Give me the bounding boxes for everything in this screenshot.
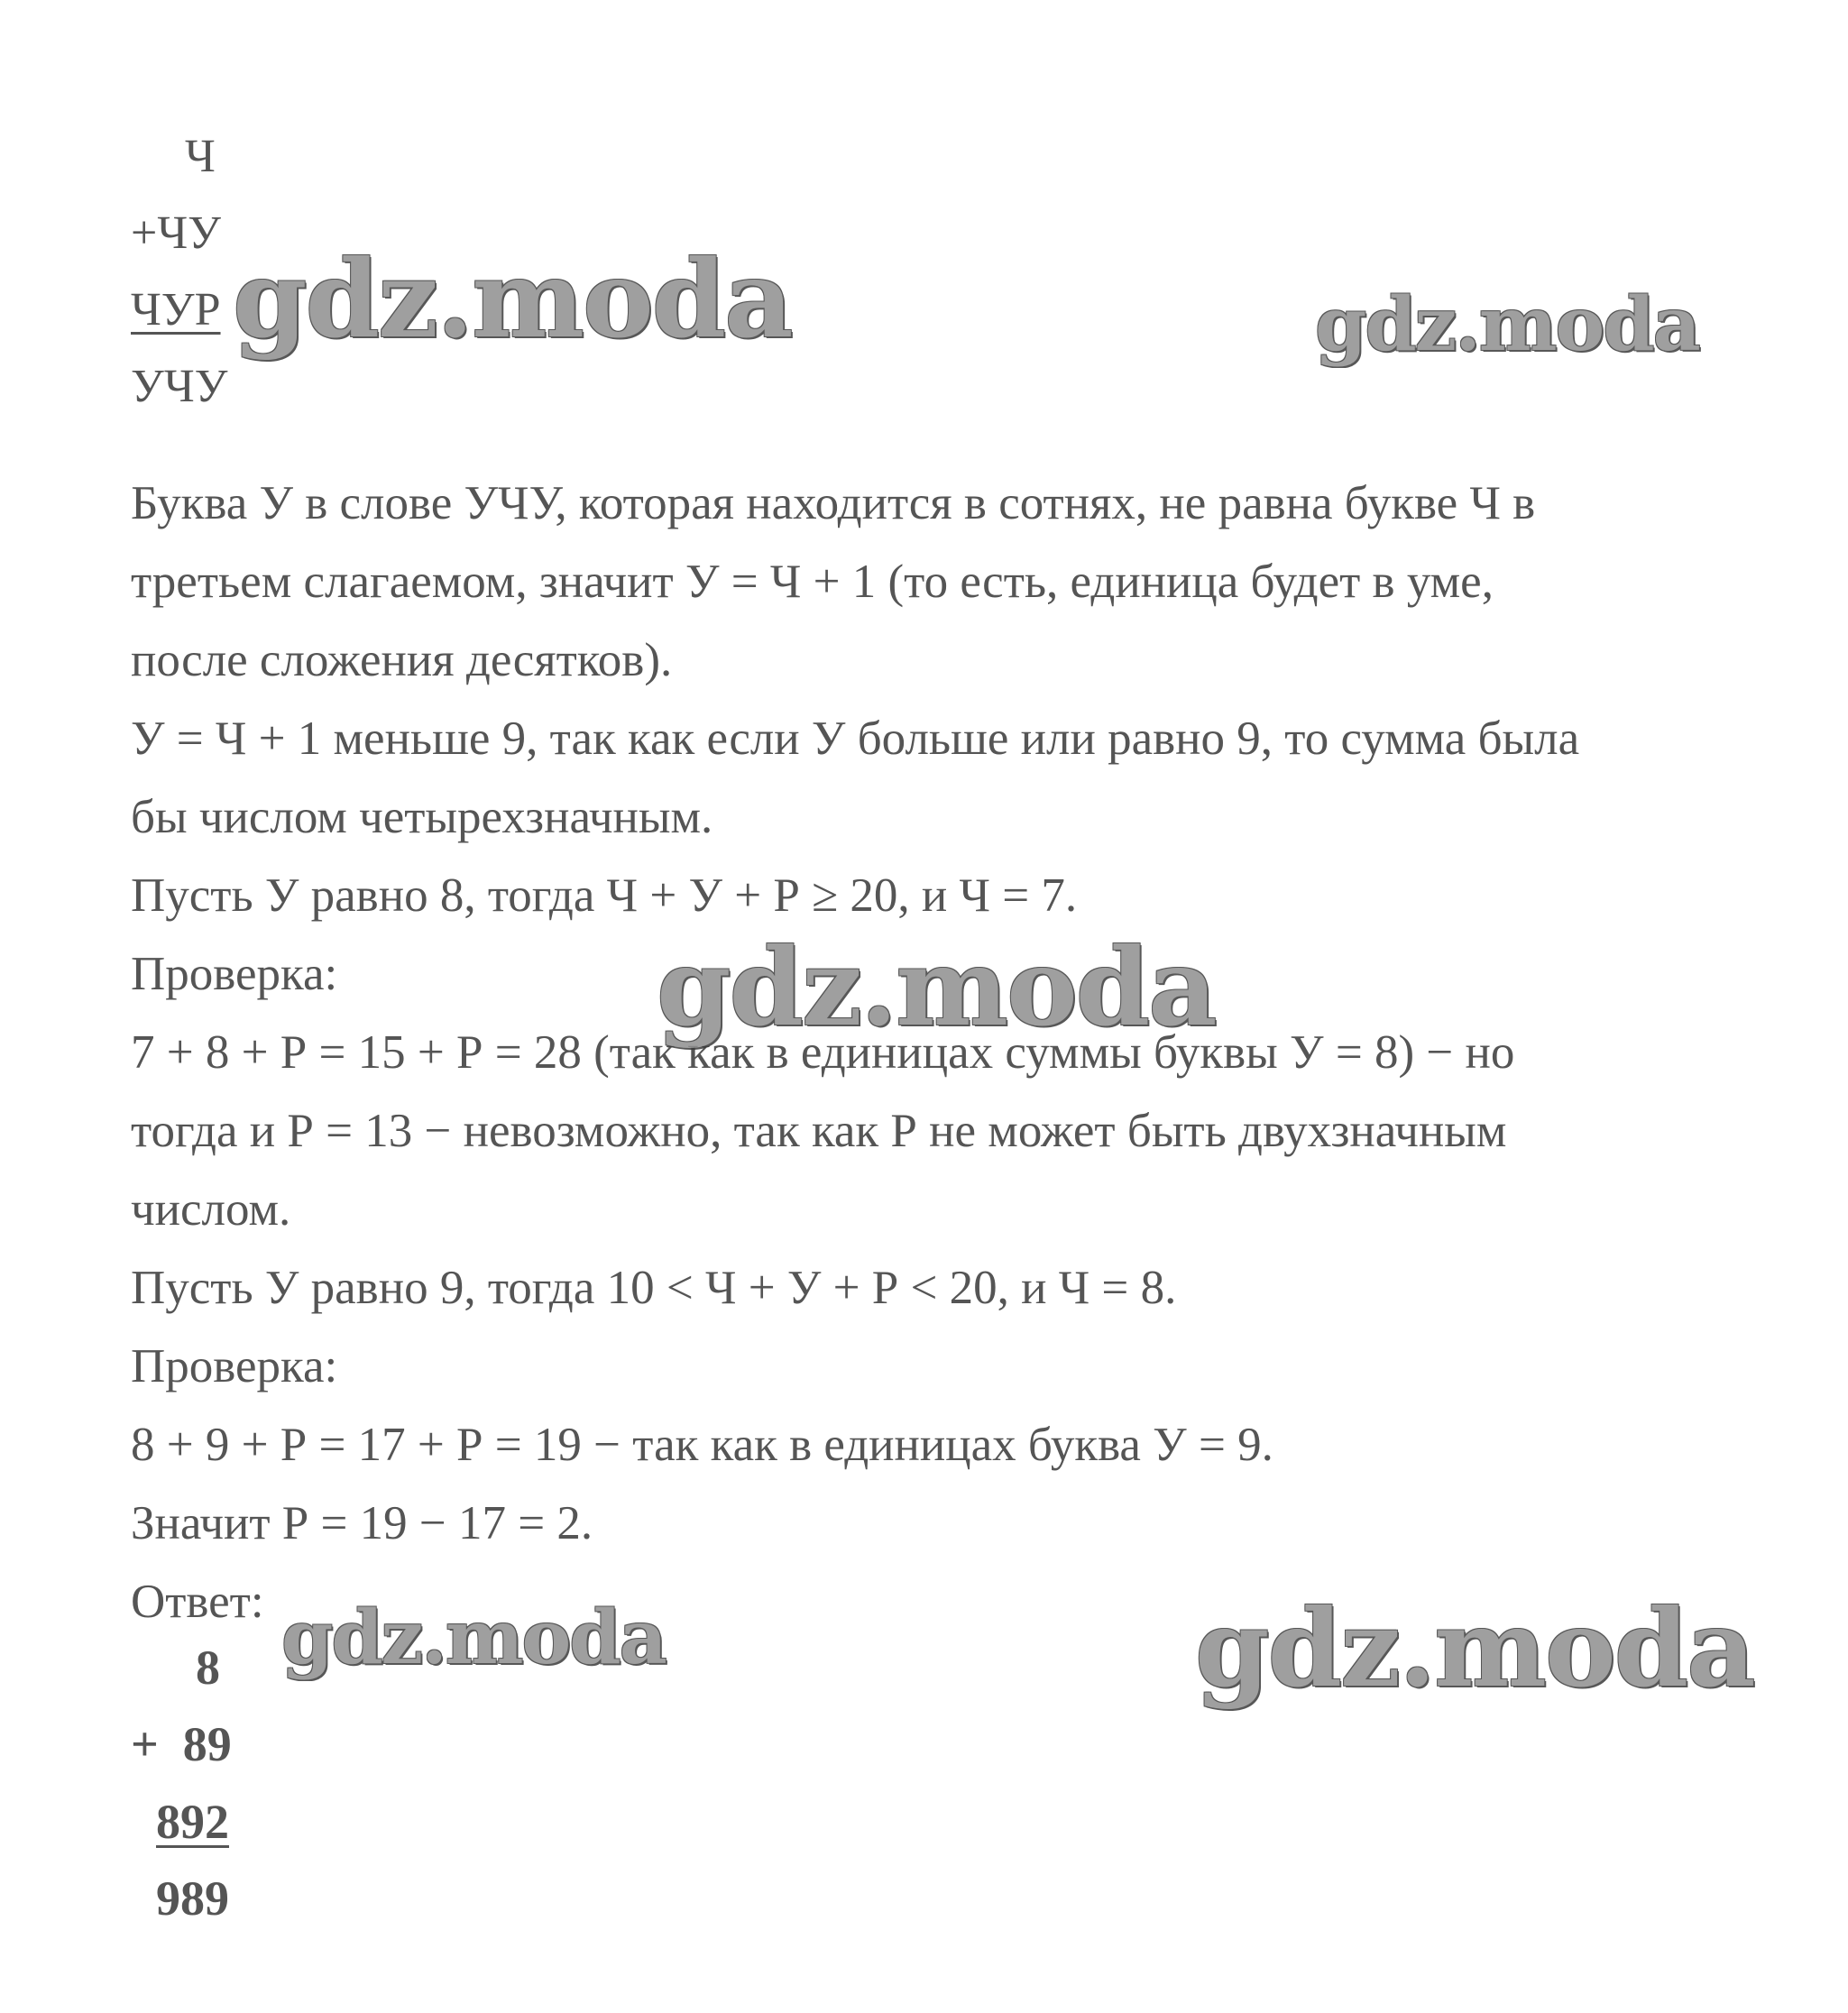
solution-line: бы числом четырехзначным.	[131, 791, 713, 843]
solution-line: 7 + 8 + Р = 15 + Р = 28 (так как в единицах суммы буквы У = 8) − но	[131, 1026, 1515, 1079]
answer-label: Ответ:	[131, 1576, 264, 1628]
solution-line: третьем слагаемом, значит У = Ч + 1 (то есть, единица будет в уме,	[131, 556, 1494, 608]
watermark: gdz.moda	[657, 924, 1216, 1050]
solution-line: Значит Р = 19 − 17 = 2.	[131, 1497, 593, 1549]
solution-line: Пусть У равно 9, тогда 10 < Ч + У + Р < 20, и Ч = 8.	[131, 1262, 1177, 1314]
answer-row-2: + 89	[131, 1717, 232, 1771]
solution-line: числом.	[131, 1183, 291, 1236]
puzzle-row-2: +ЧУ	[131, 207, 221, 259]
solution-line: Буква У в слове УЧУ, которая находится в сотнях, не равна букве Ч в	[131, 477, 1536, 529]
puzzle-row-4: УЧУ	[131, 361, 228, 412]
solution-line: Проверка:	[131, 948, 338, 1000]
puzzle-row-1: Ч	[185, 131, 216, 182]
solution-line: после сложения десятков).	[131, 634, 673, 686]
answer-row-3: 892	[156, 1795, 229, 1849]
puzzle-row-3: ЧУР	[131, 284, 221, 336]
watermark: gdz.moda	[281, 1595, 666, 1681]
solution-line: Пусть У равно 8, тогда Ч + У + Р ≥ 20, и Ч = 7.	[131, 869, 1078, 922]
answer-row-1: 8	[196, 1641, 220, 1695]
answer-row-4: 989	[156, 1871, 229, 1926]
watermark: gdz.moda	[1315, 281, 1699, 368]
solution-line: 8 + 9 + Р = 17 + Р = 19 − так как в единицах буква У = 9.	[131, 1419, 1273, 1471]
solution-line: Проверка:	[131, 1340, 338, 1393]
solution-line: тогда и Р = 13 − невозможно, так как Р не может быть двухзначным	[131, 1105, 1507, 1157]
solution-text	[131, 464, 1772, 1641]
watermark: gdz.moda	[233, 236, 792, 362]
solution-line: У = Ч + 1 меньше 9, так как если У больше или равно 9, то сумма была	[131, 712, 1580, 765]
watermark: gdz.moda	[1195, 1586, 1754, 1711]
